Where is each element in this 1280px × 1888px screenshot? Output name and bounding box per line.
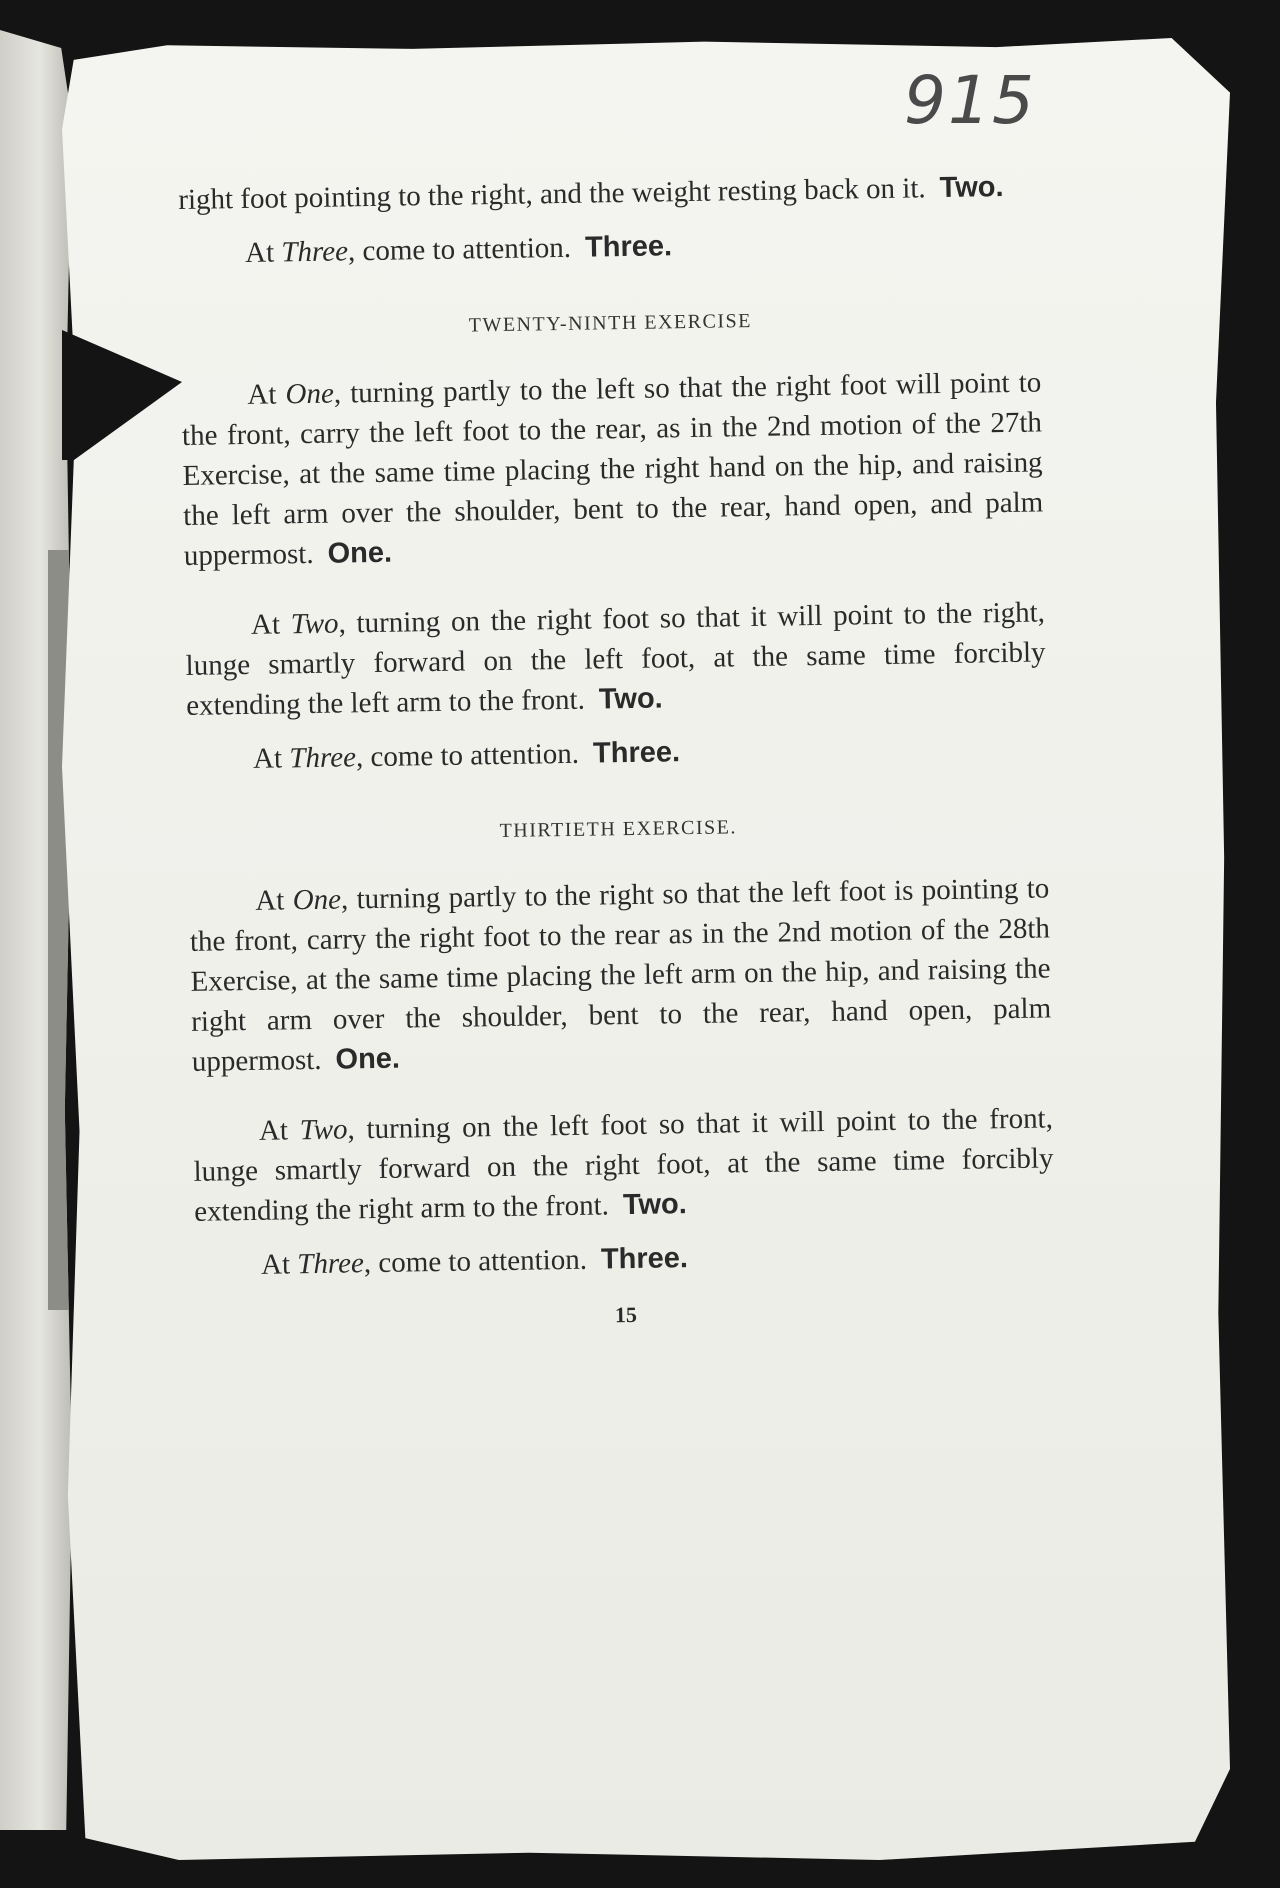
page-text xyxy=(178,166,1056,1341)
command-word: Three. xyxy=(600,1242,689,1276)
paragraph: At One, turning partly to the left so that the right foot will point to the front, carry the left foot to the rear, as in the 2nd motion of the 27th Exercise, at the same time placing the right hand on the hip, and raising the left arm over the shoulder, bent to the rear, hand open, and palm uppermost. One. xyxy=(181,366,1044,572)
section-heading-twenty-ninth: TWENTY-NINTH EXERCISE xyxy=(468,310,753,337)
paragraph: At Three, come to attention. Three. xyxy=(252,736,681,775)
command-word: Two. xyxy=(622,1188,688,1222)
paragraph: At Two, turning on the left foot so that it will point to the front, lunge smartly forward on the right foot, at the same time forcibly extending the right arm to the front. Two. xyxy=(193,1102,1054,1228)
paragraph: At Three, come to attention. Three. xyxy=(260,1242,689,1281)
command-word: One. xyxy=(335,1042,401,1076)
page-number: 15 xyxy=(614,1301,638,1328)
paragraph: At Two, turning on the right foot so that it will point to the right, lunge smartly forward on the left foot, at the same time forcibly extending the left arm to the front. Two. xyxy=(185,596,1046,722)
handwritten-folio-number: 915 xyxy=(904,62,1036,139)
adjacent-page-edge xyxy=(0,30,72,1830)
section-heading-thirtieth: THIRTIETH EXERCISE. xyxy=(499,816,738,843)
command-word: Three. xyxy=(592,736,681,770)
command-word: Two. xyxy=(939,171,1004,205)
paragraph-continuation: right foot pointing to the right, and the weight resting back on it. Two. xyxy=(178,171,1004,216)
command-word: Two. xyxy=(598,682,663,716)
command-word: One. xyxy=(327,536,393,570)
paragraph: At One, turning partly to the right so that the left foot is pointing to the front, carry the right foot to the rear as in the 2nd motion of the 28th Exercise, at the same time placing the left arm on the hip, and raising the right arm over the shoulder, bent to the rear, hand open, palm uppermost. One. xyxy=(189,872,1052,1078)
command-word: Three. xyxy=(584,230,673,264)
paragraph: At Three, come to attention. Three. xyxy=(244,230,673,269)
